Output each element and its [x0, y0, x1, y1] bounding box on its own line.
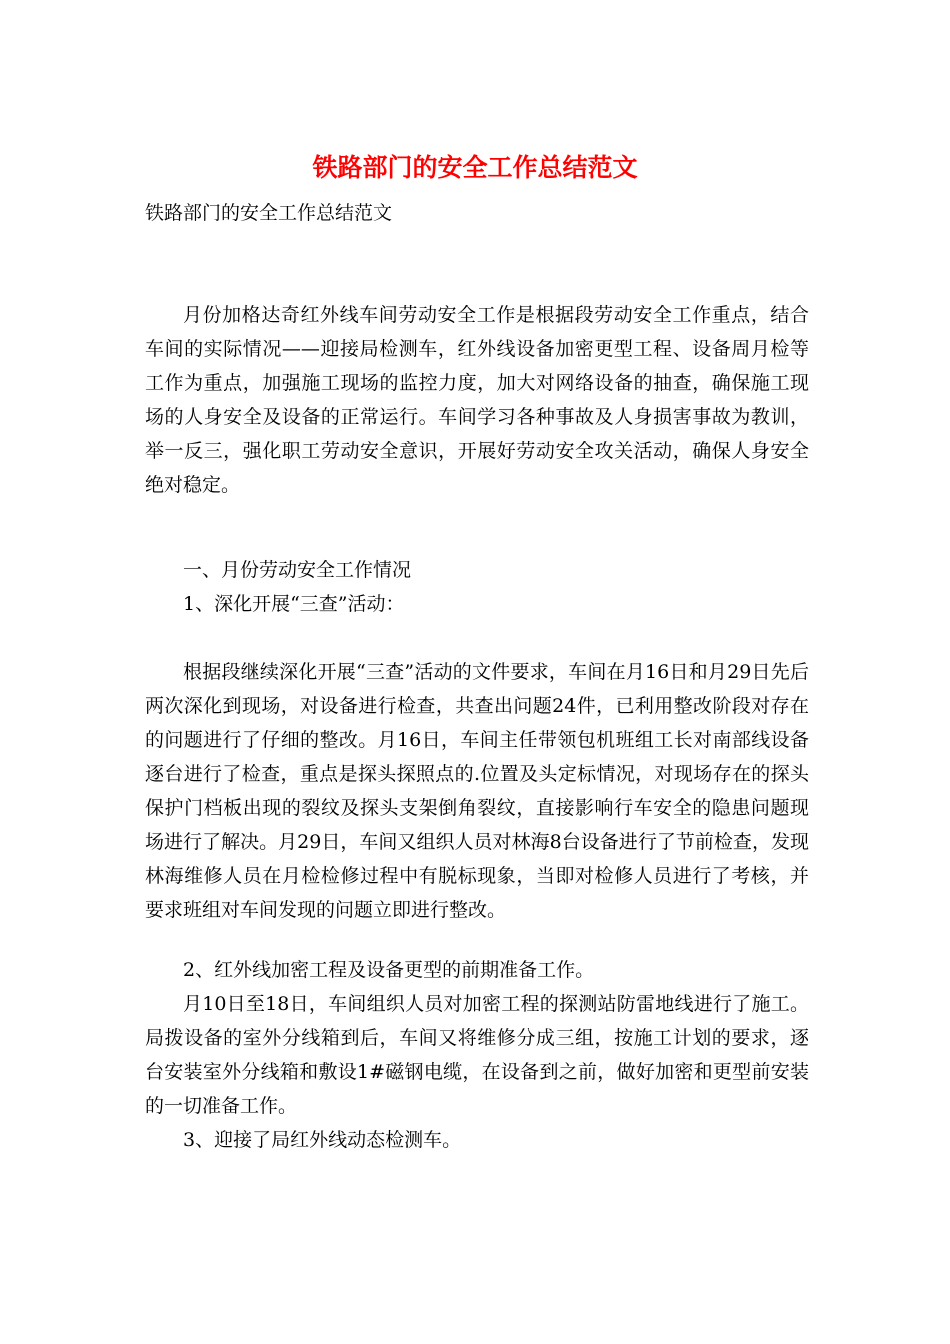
section-heading-1: 一、月份劳动安全工作情况 [183, 559, 412, 581]
paragraph-intro: 月份加格达奇红外线车间劳动安全工作是根据段劳动安全工作重点，结合车间的实际情况——迎接局检测车，红外线设备加密更型工程、设备周月检等工作为重点，加强施工现场的监控力度，加大对网络设备的抽查，确保施工现场的人身安全及设备的正常运行。车间学习各种事故及人身损害事故为教训，举一反三，强化职工劳动安全意识，开展好劳动安全攻关活动，确保人身安全绝对稳定。 [145, 304, 809, 496]
subsection-heading-2: 2、红外线加密工程及设备更型的前期准备工作。 [183, 959, 595, 981]
paragraph-preparation: 月10日至18日，车间组织人员对加密工程的探测站防雷地线进行了施工。局拨设备的室外分线箱到后，车间又将维修分成三组，按施工计划的要求，逐台安装室外分线箱和敷设1#磁钢电缆，在设备到之前，做好加密和更型前安装的一切准备工作。 [145, 993, 809, 1117]
subsection-heading-1: 1、深化开展“三查”活动： [183, 593, 405, 615]
page-title: 铁路部门的安全工作总结范文 [312, 153, 638, 182]
paragraph-three-checks: 根据段继续深化开展“三查”活动的文件要求，车间在月16日和月29日先后两次深化到现场，对设备进行检查，共查出问题24件，已利用整改阶段对存在的问题进行了仔细的整改。月16日，车间主任带领包机班组工长对南部线设备逐台进行了检查，重点是探头探照点的.位置及头定标情况，对现场存在的探头保护门档板出现的裂纹及探头支架倒角裂纹，直接影响行车安全的隐患问题现场进行了解决。月29日，车间又组织人员对林海8台设备进行了节前检查，发现林海维修人员在月检检修过程中有脱标现象，当即对检修人员进行了考核，并要求班组对车间发现的问题立即进行整改。 [145, 661, 809, 921]
subsection-heading-3: 3、迎接了局红外线动态检测车。 [183, 1129, 462, 1151]
document-subtitle: 铁路部门的安全工作总结范文 [145, 202, 393, 224]
